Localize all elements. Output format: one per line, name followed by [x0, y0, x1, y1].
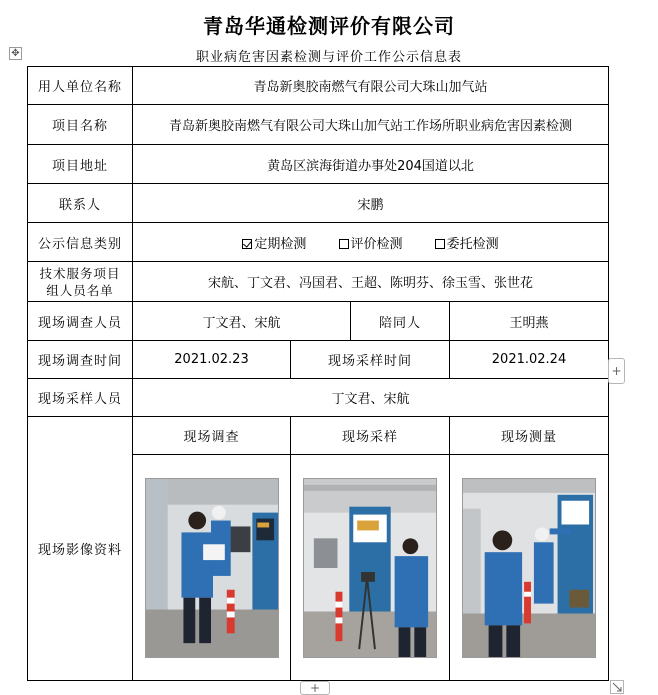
employer-label: 用人单位名称: [28, 67, 133, 105]
sampling-staff-label: 现场采样人员: [28, 379, 133, 417]
sampling-photo[interactable]: [303, 478, 437, 658]
companion-label: 陪同人: [351, 302, 450, 341]
team-value[interactable]: 宋航、丁文君、冯国君、王超、陈明芬、徐玉雪、张世花: [133, 262, 609, 302]
table-row: [28, 67, 609, 105]
sampling-time-value[interactable]: 2021.02.24: [450, 341, 609, 379]
resize-arrow-icon: [611, 681, 623, 693]
survey-staff-label: 现场调查人员: [28, 302, 133, 341]
table-row: [28, 262, 609, 302]
measurement-photo-cell: [450, 455, 609, 681]
form-subtitle: 职业病危害因素检测与评价工作公示信息表: [195, 50, 462, 65]
project-address-label: 项目地址: [28, 145, 133, 184]
add-column-plus-icon[interactable]: +: [608, 358, 625, 384]
table-row: [28, 105, 609, 145]
project-name-label: 项目名称: [28, 105, 133, 145]
table-row: [28, 145, 609, 184]
companion-value[interactable]: 王明燕: [450, 302, 609, 341]
add-row-plus-icon[interactable]: +: [300, 681, 330, 695]
sampling-photo-cell: [291, 455, 450, 681]
images-label: 现场影像资料: [28, 417, 133, 681]
project-address-value[interactable]: 黄岛区滨海街道办事处204国道以北: [133, 145, 609, 184]
employer-value[interactable]: 青岛新奥胶南燃气有限公司大珠山加气站: [133, 67, 609, 105]
image-col-sampling: 现场采样: [291, 417, 450, 455]
survey-time-label: 现场调查时间: [28, 341, 133, 379]
project-name-value[interactable]: 青岛新奥胶南燃气有限公司大珠山加气站工作场所职业病危害因素检测: [133, 105, 609, 145]
table-row: [28, 302, 609, 341]
table-row: [28, 184, 609, 223]
checkbox-empty-icon[interactable]: [339, 239, 349, 249]
checkbox-empty-icon[interactable]: [435, 239, 445, 249]
table-row: [28, 223, 609, 262]
disclosure-table: [27, 66, 609, 681]
survey-staff-value[interactable]: 丁文君、宋航: [133, 302, 351, 341]
table-row: [28, 341, 609, 379]
survey-photo-cell: [133, 455, 291, 681]
table-row: [28, 417, 609, 455]
option-commissioned-label: 委托检测: [446, 236, 499, 252]
team-label: [28, 262, 133, 302]
sampling-staff-value[interactable]: 丁文君、宋航: [133, 379, 609, 417]
checkbox-checked-icon[interactable]: [242, 239, 252, 249]
image-col-measurement: 现场测量: [450, 417, 609, 455]
team-label-line2: 组人员名单: [46, 282, 114, 298]
option-periodic-label: 定期检测: [254, 236, 307, 252]
sampling-time-label: 现场采样时间: [291, 341, 450, 379]
category-options: [133, 223, 609, 262]
table-move-handle-icon[interactable]: ✥: [9, 47, 22, 60]
option-evaluation[interactable]: [339, 233, 403, 252]
survey-photo[interactable]: [145, 478, 279, 658]
resize-grip-icon[interactable]: [610, 680, 624, 694]
option-periodic[interactable]: [242, 233, 306, 252]
category-label: 公示信息类别: [28, 223, 133, 262]
image-col-survey: 现场调查: [133, 417, 291, 455]
option-evaluation-label: 评价检测: [350, 236, 403, 252]
measurement-photo[interactable]: [462, 478, 596, 658]
contact-value[interactable]: 宋鹏: [133, 184, 609, 223]
team-label-line1: 技术服务项目: [39, 265, 121, 281]
table-row: [28, 379, 609, 417]
option-commissioned[interactable]: [435, 233, 499, 252]
contact-label: 联系人: [28, 184, 133, 223]
survey-time-value[interactable]: 2021.02.23: [133, 341, 291, 379]
company-title: 青岛华通检测评价有限公司: [203, 14, 455, 38]
